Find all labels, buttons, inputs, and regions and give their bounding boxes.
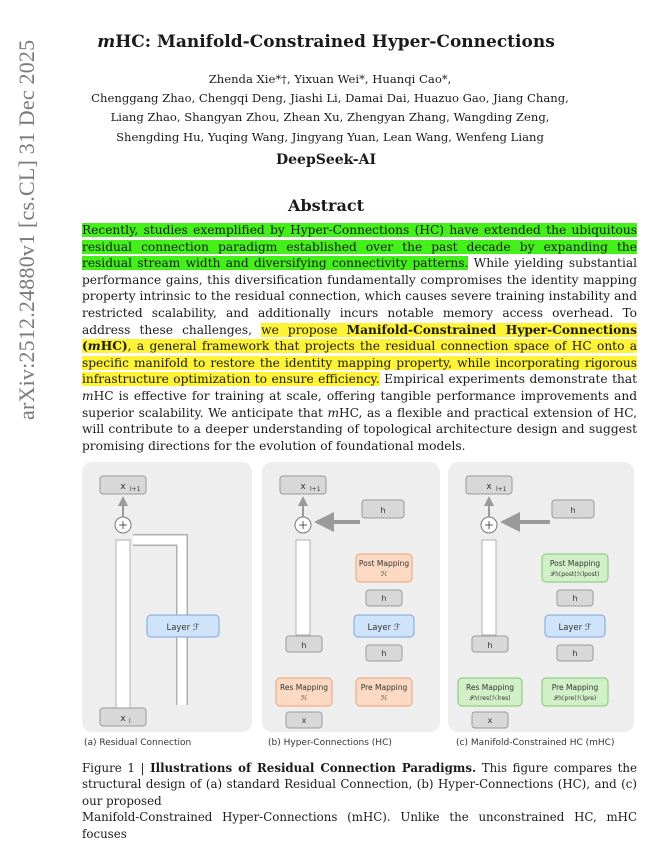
svg-text:Layer ℱ: Layer ℱ bbox=[558, 623, 592, 633]
panel-a-caption: (a) Residual Connection bbox=[84, 738, 192, 748]
yellow-highlight: we propose Manifold-Constrained Hyper-Connections (mHC), a general framework that projects the residual connection space of HC onto a specific manifold to restore the identity mapping property, while incorporating rigorous infrastructure optimization to ensure efficiency. bbox=[82, 322, 637, 387]
svg-text:Layer ℱ: Layer ℱ bbox=[367, 623, 401, 633]
svg-text:x: x bbox=[486, 482, 492, 492]
panel-c-caption: (c) Manifold-Constrained HC (mHC) bbox=[456, 738, 615, 748]
svg-text:h: h bbox=[381, 649, 387, 658]
abstract-body: Recently, studies exemplified by Hyper-Connections (HC) have extended the ubiquitous residual connection paradigm established over the past decade by expanding the residual stream width and diversifying connectivity patterns. While yielding substantial performance gains, this diversification fundamentally compromises the identity mapping property intrinsic to the residual connection, which causes severe training instability and restricted scalability, and additionally incurs notable memory access overhead. To address these challenges, we propose Manifold-Constrained Hyper-Connections (mHC), a general framework that projects the residual connection space of HC onto a specific manifold to restore the identity mapping property, while incorporating rigorous infrastructure optimization to ensure efficiency. Empirical experiments demonstrate that mHC is effective for training at scale, offering tangible performance improvements and superior scalability. We anticipate that mHC, as a flexible and practical extension of HC, will contribute to a deeper understanding of topological architecture design and suggest promising directions for the evolution of foundational models. bbox=[82, 223, 638, 453]
svg-text:Res Mapping: Res Mapping bbox=[466, 683, 514, 692]
svg-text:h: h bbox=[381, 594, 387, 603]
svg-text:h: h bbox=[301, 641, 307, 650]
author-line: Shengding Hu, Yuqing Wang, Jingyang Yuan, Lean Wang, Wenfeng Liang bbox=[116, 129, 544, 144]
figure-1 bbox=[82, 460, 638, 750]
svg-text:+: + bbox=[483, 518, 495, 532]
author-line: Zhenda Xie*†, Yixuan Wei*, Huanqi Cao*, bbox=[208, 72, 452, 86]
green-highlight: Recently, studies exemplified by Hyper-Connections (HC) have extended the ubiquitous residual connection paradigm established over the past decade by expanding the residual stream width and diversifying connectivity patterns. bbox=[82, 223, 637, 271]
svg-text:𝒫ℳpost(ℋlpost): 𝒫ℳpost(ℋlpost) bbox=[550, 571, 600, 578]
svg-text:𝒫ℳpre(ℋlpre): 𝒫ℳpre(ℋlpre) bbox=[553, 695, 597, 702]
svg-text:+: + bbox=[297, 518, 309, 532]
svg-text:x: x bbox=[487, 716, 493, 725]
panel-b-caption: (b) Hyper-Connections (HC) bbox=[268, 738, 392, 748]
svg-text:x: x bbox=[301, 716, 307, 725]
svg-text:Pre Mapping: Pre Mapping bbox=[360, 683, 408, 692]
svg-text:x: x bbox=[300, 482, 306, 492]
svg-text:l+1: l+1 bbox=[130, 486, 141, 493]
svg-text:h: h bbox=[380, 506, 386, 515]
paper-title: mHC: Manifold-Constrained Hyper-Connections bbox=[97, 32, 555, 52]
author-list bbox=[80, 70, 580, 147]
svg-text:𝒫ℳres(ℋlres): 𝒫ℳres(ℋlres) bbox=[469, 695, 511, 702]
svg-text:Res Mapping: Res Mapping bbox=[280, 683, 328, 692]
svg-text:+: + bbox=[117, 518, 129, 532]
svg-text:ℋ: ℋ bbox=[300, 694, 308, 702]
svg-text:Pre Mapping: Pre Mapping bbox=[551, 683, 599, 692]
svg-text:l+1: l+1 bbox=[310, 486, 321, 493]
svg-text:l+1: l+1 bbox=[496, 486, 507, 493]
panel-hyper-connections bbox=[262, 462, 440, 732]
arxiv-stamp: arXiv:2512.24880v1 [cs.CL] 31 Dec 2025 bbox=[14, 39, 39, 420]
panel-residual bbox=[82, 462, 252, 732]
svg-text:h: h bbox=[487, 641, 493, 650]
figure-caption: Figure 1 | Illustrations of Residual Connection Paradigms. This figure compares the structural design of (a) standard Residual Connection, (b) Hyper-Connections (HC), and (c) our proposed Manifold-Constrained Hyper-Connections (mHC). Unlike the unconstrained HC, mHC focuses bbox=[82, 761, 637, 841]
panel-manifold-constrained bbox=[448, 462, 634, 732]
svg-text:ℋ: ℋ bbox=[380, 694, 388, 702]
svg-text:Post Mapping: Post Mapping bbox=[549, 559, 601, 568]
svg-text:h: h bbox=[570, 506, 576, 515]
svg-text:h: h bbox=[572, 649, 578, 658]
svg-text:h: h bbox=[572, 594, 578, 603]
organization: DeepSeek-AI bbox=[275, 152, 377, 168]
svg-text:x: x bbox=[120, 482, 126, 492]
svg-text:Post Mapping: Post Mapping bbox=[358, 559, 410, 568]
svg-text:Layer ℱ: Layer ℱ bbox=[166, 623, 200, 633]
author-line: Chenggang Zhao, Chengqi Deng, Jiashi Li, Damai Dai, Huazuo Gao, Jiang Chang, bbox=[91, 91, 569, 106]
author-line: Liang Zhao, Shangyan Zhou, Zhean Xu, Zhengyan Zhang, Wangding Zeng, bbox=[110, 110, 550, 125]
svg-text:x: x bbox=[120, 714, 126, 724]
svg-text:ℋ: ℋ bbox=[380, 570, 388, 578]
svg-text:l: l bbox=[129, 718, 131, 725]
abstract-heading: Abstract bbox=[288, 196, 364, 215]
